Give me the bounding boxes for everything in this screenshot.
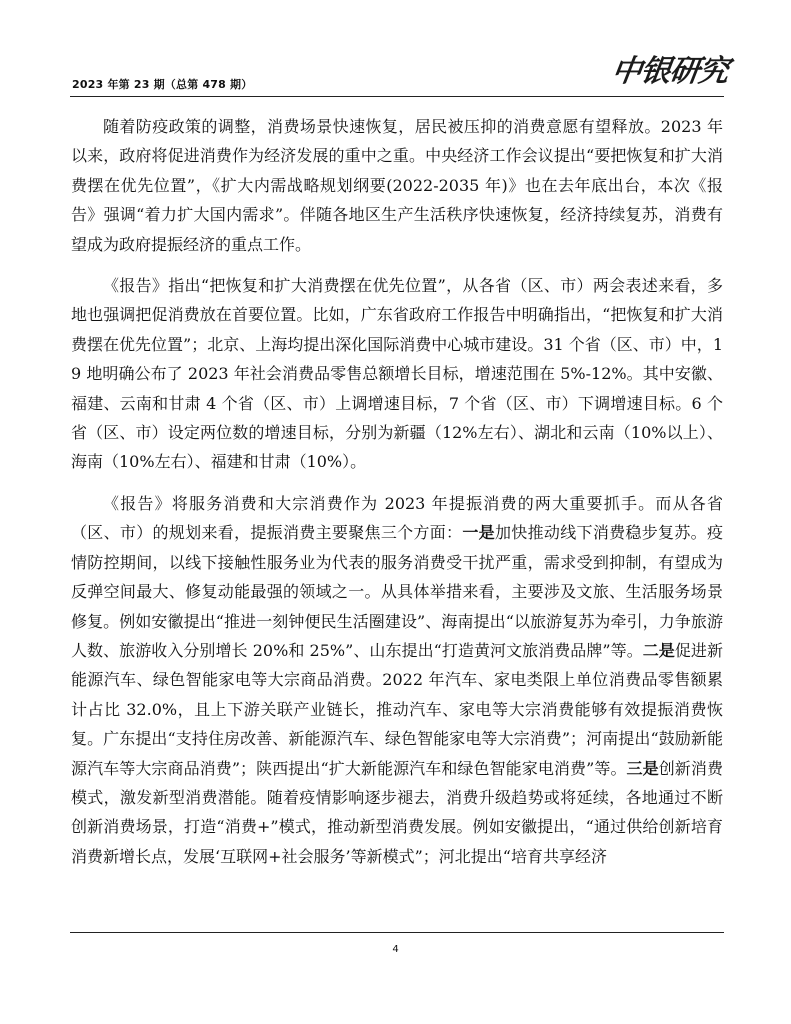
issue-label: 2023 年第 23 期（总第 478 期） (72, 78, 253, 91)
page-number: 4 (392, 944, 399, 955)
paragraph (71, 489, 723, 871)
paragraph-text: 随着防疫政策的调整，消费场景快速恢复，居民被压抑的消费意愿有望释放。2023 年以来，政府将促进消费作为经济发展的重中之重。中央经济工作会议提出“要把恢复和扩大消费摆在优先位置”，《扩大内需战略规划纲要(2022-2035 年)》也在去年底出台，本次《报告》强调“着力扩大国内需求”。伴随各地区生产生活秩序快速恢复，经济持续复苏，消费有望成为政府提振经济的重点工作。 (71, 117, 723, 254)
bold-lead-phrase: 一是 (462, 523, 495, 543)
paragraph (71, 271, 723, 477)
paragraph-text: 《报告》指出“把恢复和扩大消费摆在优先位置”，从各省（区、市）两会表述来看，多地也强调把促消费放在首要位置。比如，广东省政府工作报告中明确指出，“把恢复和扩大消费摆在优先位置”；北京、上海均提出深化国际消费中心城市建设。31 个省（区、市）中，19 地明确公布了 2023 年社会消费品零售总额增长目标，增速范围在 5%-12%。其中安徽、福建、云南和甘肃 4 个省（区、市）上调增速目标，7 个省（区、市）下调增速目标。6 个省（区、市）设定两位数的增速目标，分别为新疆（12%左右）、湖北和云南（10%以上）、海南（10%左右）、福建和甘肃（10%）。 (71, 276, 723, 472)
paragraph (71, 112, 723, 259)
paragraph-text: 《报告》将服务消费和大宗消费作为 2023 年提振消费的两大重要抓手。而从各省（区、市）的规划来看，提振消费主要聚焦三个方面： (71, 493, 723, 543)
bold-lead-phrase: 三是 (626, 758, 659, 778)
publisher-logo: 中银研究 (609, 54, 731, 89)
header-rule (70, 96, 724, 97)
paragraph-text: 促进新能源汽车、绿色智能家电等大宗商品消费。2022 年汽车、家电类限上单位消费品零售额累计占比 32.0%，且上下游关联产业链长，推动汽车、家电等大宗消费能够有效提振消费恢复。广东提出“支持住房改善、新能源汽车、绿色智能家电等大宗消费”；河南提出“鼓励新能源汽车等大宗商品消费”；陕西提出“扩大新能源汽车和绿色智能家电消费”等。 (71, 640, 723, 778)
bold-lead-phrase: 二是 (642, 640, 675, 660)
paragraph-text: 加快推动线下消费稳步复苏。疫情防控期间，以线下接触性服务业为代表的服务消费受干扰严重，需求受到抑制，有望成为反弹空间最大、修复动能最强的领域之一。从具体举措来看，主要涉及文旅、生活服务场景修复。例如安徽提出“推进一刻钟便民生活圈建设”、海南提出“以旅游复苏为牵引，力争旅游人数、旅游收入分别增长 20%和 25%”、山东提出“打造黄河文旅消费品牌”等。 (71, 523, 723, 660)
footer-rule (70, 932, 724, 933)
body-text (71, 112, 723, 883)
paragraph-text: 创新消费模式，激发新型消费潜能。随着疫情影响逐步褪去，消费升级趋势或将延续，各地通过不断创新消费场景，打造“消费+”模式，推动新型消费发展。例如安徽提出，“通过供给创新培育消费新增长点，发展‘互联网+社会服务’等新模式”；河北提出“培育共享经济 (71, 758, 723, 866)
